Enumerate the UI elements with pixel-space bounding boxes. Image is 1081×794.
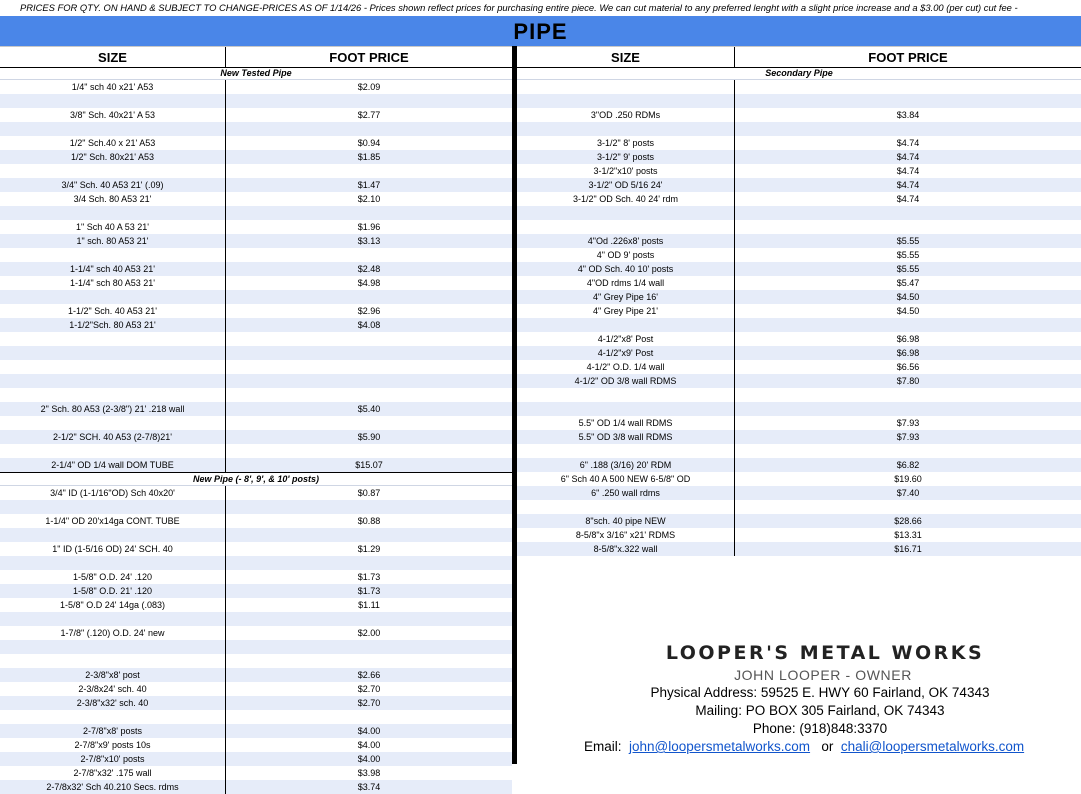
size-cell: 3-1/2" 9' posts [517,150,735,164]
table-row [0,766,512,780]
size-cell: 4" OD Sch. 40 10' posts [517,262,735,276]
price-cell [226,416,512,430]
price-cell: $1.85 [357,152,381,162]
price-cell: $28.66 [894,516,922,526]
size-cell [0,164,226,178]
table-row [0,724,512,738]
table-row [517,472,1081,486]
size-cell [0,444,226,458]
table-row [517,276,1081,290]
price-cell: $4.74 [896,180,920,190]
table-row [0,584,512,598]
size-cell: 1/2" Sch. 80x21' A53 [0,150,226,164]
table-row [0,206,512,220]
table-row [0,318,512,332]
section-secondary-pipe: Secondary Pipe [517,68,1081,80]
price-cell: $13.31 [894,530,922,540]
size-cell [0,122,226,136]
price-cell [735,402,1081,416]
size-cell [517,80,735,94]
section-new-tested-pipe: New Tested Pipe [0,68,512,80]
size-cell: 4" OD 9' posts [517,248,735,262]
price-cell: $4.00 [357,754,381,764]
size-cell: 3/4" Sch. 40 A53 21' (.09) [0,178,226,192]
price-cell [226,640,512,654]
size-cell: 1/4" sch 40 x21' A53 [0,80,226,94]
table-row [0,332,512,346]
table-row [0,136,512,150]
size-cell: 1-1/4" OD 20'x14ga CONT. TUBE [0,514,226,528]
price-cell: $19.60 [894,474,922,484]
size-cell: 2" Sch. 80 A53 (2-3/8") 21' .218 wall [0,402,226,416]
table-row [517,80,1081,94]
size-cell: 2-1/4" OD 1/4 wall DOM TUBE [0,458,226,472]
size-cell [517,444,735,458]
size-cell: 2-7/8"x8' posts [0,724,226,738]
table-row [0,262,512,276]
price-cell: $2.48 [357,264,381,274]
table-row [0,276,512,290]
size-cell [0,500,226,514]
size-cell: 2-3/8x24' sch. 40 [0,682,226,696]
price-cell [226,374,512,388]
table-row [517,346,1081,360]
table-row [0,612,512,626]
size-cell: 3/4 Sch. 80 A53 21' [0,192,226,206]
size-cell: 1-1/2"Sch. 80 A53 21' [0,318,226,332]
table-row [0,710,512,724]
table-row [517,206,1081,220]
price-cell: $4.74 [896,138,920,148]
size-column-header: SIZE [0,47,226,67]
price-cell: $5.90 [357,432,381,442]
table-row [0,500,512,514]
price-cell: $5.40 [357,404,381,414]
price-cell: $5.47 [896,278,920,288]
secondary-pipe-rows [517,80,1081,556]
size-cell: 8-5/8"x.322 wall [517,542,735,556]
price-cell: $4.74 [896,194,920,204]
size-cell: 3/4" ID (1-1/16"OD) Sch 40x20' [0,486,226,500]
table-row [517,416,1081,430]
price-cell [226,206,512,220]
size-cell [517,402,735,416]
table-row [517,360,1081,374]
table-row [0,598,512,612]
price-cell [226,500,512,514]
table-row [517,248,1081,262]
price-cell [226,290,512,304]
table-row [517,94,1081,108]
price-cell: $7.93 [896,432,920,442]
table-row [517,332,1081,346]
table-row [517,192,1081,206]
physical-address: Physical Address: 59525 E. HWY 60 Fairland, OK 74343 [650,685,990,700]
size-cell: 3-1/2" OD 5/16 24' [517,178,735,192]
price-cell: $6.98 [896,348,920,358]
size-cell: 1-5/8" O.D. 21' .120 [0,584,226,598]
price-cell [226,612,512,626]
size-cell: 8-5/8"x 3/16" x21' RDMS [517,528,735,542]
size-cell [517,220,735,234]
table-row [0,150,512,164]
size-cell: 1" Sch 40 A 53 21' [0,220,226,234]
price-cell: $0.88 [357,516,381,526]
table-row [0,668,512,682]
price-cell [226,388,512,402]
size-cell [517,318,735,332]
price-cell: $4.74 [896,166,920,176]
price-cell [735,80,1081,94]
size-cell: 8"sch. 40 pipe NEW [517,514,735,528]
price-cell: $2.10 [357,194,381,204]
table-row [0,108,512,122]
size-cell [0,94,226,108]
price-column-header: FOOT PRICE [329,50,409,65]
price-cell: $3.98 [357,768,381,778]
price-cell [226,528,512,542]
price-cell: $1.29 [357,544,381,554]
table-row [0,388,512,402]
size-cell [0,388,226,402]
price-cell: $4.74 [896,152,920,162]
price-cell [226,444,512,458]
phone-number: Phone: (918)848:3370 [752,721,888,736]
table-row [0,304,512,318]
table-row [0,430,512,444]
size-cell: 3/8" Sch. 40x21' A 53 [0,108,226,122]
table-row [0,654,512,668]
size-cell [0,206,226,220]
table-row [517,318,1081,332]
left-price-table [0,46,512,794]
table-row [517,458,1081,472]
size-cell: 6" .188 (3/16) 20' RDM [517,458,735,472]
size-cell: 6" Sch 40 A 500 NEW 6-5/8" OD [517,472,735,486]
size-cell: 3"OD .250 RDMs [517,108,735,122]
contact-block [560,640,1080,756]
price-cell: $2.70 [357,684,381,694]
section-new-pipe-posts: New Pipe (- 8', 9', & 10' posts) [0,472,512,486]
price-cell: $7.93 [896,418,920,428]
size-cell [0,556,226,570]
table-row [0,528,512,542]
size-cell [0,290,226,304]
table-row [517,486,1081,500]
size-cell: 1-1/4" sch 80 A53 21' [0,276,226,290]
size-cell [0,612,226,626]
price-cell [226,164,512,178]
price-cell: $6.98 [896,334,920,344]
table-row [517,500,1081,514]
table-row [0,556,512,570]
table-row [517,164,1081,178]
size-cell: 1/2" Sch.40 x 21' A53 [0,136,226,150]
table-row [0,542,512,556]
size-cell: 4-1/2" OD 3/8 wall RDMS [517,374,735,388]
table-row [0,682,512,696]
price-cell [226,654,512,668]
price-cell: $2.00 [357,628,381,638]
size-cell: 5.5" OD 3/8 wall RDMS [517,430,735,444]
price-cell [735,500,1081,514]
size-cell: 2-7/8"x10' posts [0,752,226,766]
table-row [0,234,512,248]
size-cell: 4"Od .226x8' posts [517,234,735,248]
table-row [517,402,1081,416]
size-cell: 3-1/2"x10' posts [517,164,735,178]
price-cell: $4.98 [357,278,381,288]
price-cell [226,556,512,570]
table-row [0,640,512,654]
price-cell: $1.73 [357,572,381,582]
table-row [517,444,1081,458]
size-cell: 5.5" OD 1/4 wall RDMS [517,416,735,430]
price-cell [226,94,512,108]
table-row [0,780,512,794]
price-cell [735,94,1081,108]
size-cell: 3-1/2" 8' posts [517,136,735,150]
page-title: PIPE [0,16,1081,46]
table-row [517,262,1081,276]
price-cell [226,248,512,262]
table-row [0,626,512,640]
size-cell [0,332,226,346]
size-cell [0,640,226,654]
price-cell [226,332,512,346]
price-cell: $0.94 [357,138,381,148]
table-row [517,304,1081,318]
price-cell [735,220,1081,234]
price-cell: $3.84 [896,110,920,120]
price-cell: $3.13 [357,236,381,246]
price-cell: $6.56 [896,362,920,372]
table-row [0,402,512,416]
size-cell: 6" .250 wall rdms [517,486,735,500]
new-tested-pipe-rows [0,80,512,472]
table-row [0,374,512,388]
size-cell [517,94,735,108]
table-row [0,486,512,500]
size-cell [517,206,735,220]
size-cell: 2-3/8"x32' sch. 40 [0,696,226,710]
price-cell: $5.55 [896,250,920,260]
table-row [517,178,1081,192]
price-cell: $1.96 [357,222,381,232]
table-row [517,150,1081,164]
price-cell: $6.82 [896,460,920,470]
size-cell [0,654,226,668]
price-cell: $2.66 [357,670,381,680]
size-cell: 4"OD rdms 1/4 wall [517,276,735,290]
table-row [0,290,512,304]
size-cell: 1" sch. 80 A53 21' [0,234,226,248]
company-logo: LOOPER'S METAL WORKS [665,642,985,664]
table-row [517,136,1081,150]
size-cell: 1" ID (1-5/16 OD) 24' SCH. 40 [0,542,226,556]
size-cell: 4" Grey Pipe 21' [517,304,735,318]
size-cell: 1-5/8" O.D 24' 14ga (.083) [0,598,226,612]
size-cell: 4-1/2"x8' Post [517,332,735,346]
price-cell: $4.50 [896,292,920,302]
size-cell: 1-7/8" (.120) O.D. 24' new [0,626,226,640]
left-table-header [0,46,512,68]
size-cell: 2-7/8"x32' .175 wall [0,766,226,780]
right-price-table [517,46,1081,556]
price-cell: $4.50 [896,306,920,316]
size-cell [0,360,226,374]
price-cell: $7.40 [896,488,920,498]
price-cell [735,444,1081,458]
price-cell: $2.09 [357,82,381,92]
table-row [517,514,1081,528]
email-label: Email: [584,739,622,754]
size-cell [0,374,226,388]
table-row [0,458,512,472]
size-cell [517,500,735,514]
table-row [0,94,512,108]
table-row [0,346,512,360]
size-cell: 1-5/8" O.D. 24' .120 [0,570,226,584]
table-row [517,542,1081,556]
table-row [0,514,512,528]
price-cell [226,122,512,136]
table-row [0,178,512,192]
table-row [517,374,1081,388]
price-cell: $1.11 [358,600,380,610]
size-cell [0,710,226,724]
email-link-john[interactable]: john@loopersmetalworks.com [629,739,811,754]
table-row [517,430,1081,444]
price-cell [735,206,1081,220]
price-cell [226,710,512,724]
size-cell: 4-1/2"x9' Post [517,346,735,360]
price-cell: $7.80 [896,376,920,386]
price-cell: $0.87 [357,488,381,498]
price-cell: $2.70 [357,698,381,708]
price-column-header: FOOT PRICE [868,50,948,65]
price-cell: $5.55 [896,236,920,246]
price-cell: $4.08 [357,320,381,330]
table-row [517,290,1081,304]
price-cell: $3.74 [357,782,381,792]
size-cell: 2-3/8"x8' post [0,668,226,682]
price-notice: PRICES FOR QTY. ON HAND & SUBJECT TO CHANGE-PRICES AS OF 1/14/26 - Prices shown reflect prices for purchasing entire piece. We can cut material to any preferred lenght with a slight price increase and a $3.00 (per cut) cut fee - [20,2,1018,13]
table-row [0,80,512,94]
table-row [517,388,1081,402]
table-row [0,738,512,752]
size-cell: 2-1/2" SCH. 40 A53 (2-7/8)21' [0,430,226,444]
size-cell [0,416,226,430]
price-cell: $5.55 [896,264,920,274]
table-row [517,108,1081,122]
table-row [0,122,512,136]
table-row [517,122,1081,136]
size-cell: 2-7/8"x9' posts 10s [0,738,226,752]
price-cell [735,318,1081,332]
new-pipe-posts-rows [0,486,512,794]
table-row [0,416,512,430]
price-cell: $15.07 [355,460,383,470]
size-cell [517,388,735,402]
price-cell [226,346,512,360]
email-or: or [821,739,834,754]
table-row [0,164,512,178]
table-row [0,696,512,710]
price-cell: $4.00 [357,740,381,750]
email-line [560,738,1080,756]
email-link-chali[interactable]: chali@loopersmetalworks.com [840,739,1025,754]
size-cell: 1-1/2" Sch. 40 A53 21' [0,304,226,318]
size-column-header: SIZE [517,47,735,67]
price-cell [226,360,512,374]
price-cell: $1.47 [357,180,381,190]
size-cell: 3-1/2" OD Sch. 40 24' rdm [517,192,735,206]
size-cell [517,122,735,136]
table-row [0,570,512,584]
mailing-address: Mailing: PO BOX 305 Fairland, OK 74343 [695,703,945,718]
size-cell: 1-1/4" sch 40 A53 21' [0,262,226,276]
table-row [0,360,512,374]
size-cell [0,528,226,542]
table-row [517,220,1081,234]
price-cell: $1.73 [357,586,381,596]
price-cell: $16.71 [894,544,922,554]
table-row [517,234,1081,248]
table-row [0,220,512,234]
size-cell [0,248,226,262]
owner-name: JOHN LOOPER - OWNER [734,667,912,683]
price-cell: $2.77 [357,110,381,120]
price-cell [735,388,1081,402]
table-row [0,248,512,262]
right-table-header [517,46,1081,68]
table-row [517,528,1081,542]
table-row [0,444,512,458]
size-cell: 2-7/8x32' Sch 40.210 Secs. rdms [0,780,226,794]
table-row [0,192,512,206]
price-cell: $4.00 [357,726,381,736]
size-cell: 4" Grey Pipe 16' [517,290,735,304]
size-cell [0,346,226,360]
size-cell: 4-1/2" O.D. 1/4 wall [517,360,735,374]
price-cell [735,122,1081,136]
price-cell: $2.96 [357,306,381,316]
